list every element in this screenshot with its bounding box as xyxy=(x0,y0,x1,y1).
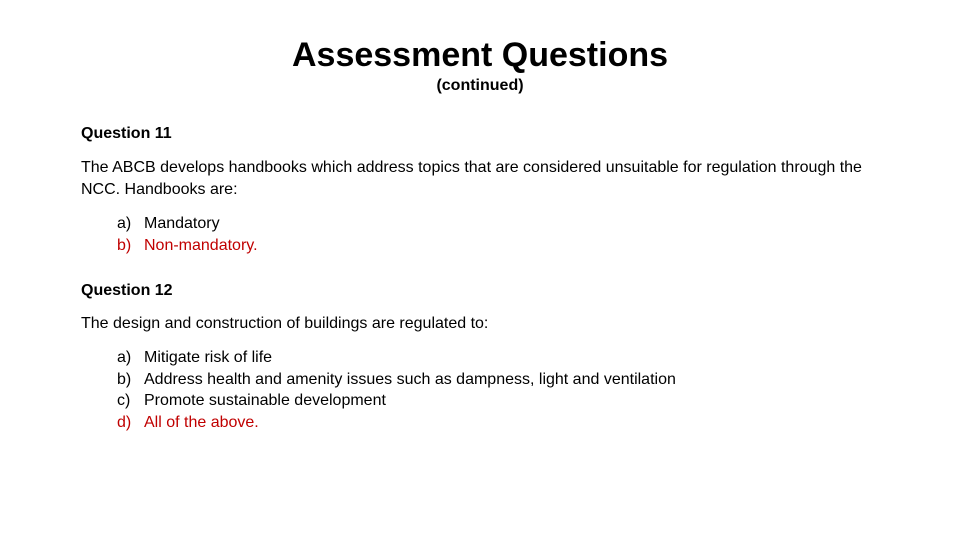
option-letter: d) xyxy=(117,413,132,431)
slide-subtitle: (continued) xyxy=(436,77,524,94)
option-letter: b) xyxy=(117,236,132,254)
option-text: Mitigate risk of life xyxy=(144,349,273,366)
question-12-text: The design and construction of buildings are regulated to: xyxy=(81,315,489,332)
option-text: Promote sustainable development xyxy=(144,392,386,409)
question-11-option-a xyxy=(117,213,258,235)
question-12-option-c xyxy=(117,390,676,412)
question-11-option-b-correct xyxy=(117,235,258,257)
question-12-option-b xyxy=(117,369,676,391)
option-text: Non-mandatory. xyxy=(144,236,258,254)
question-12-option-d-correct xyxy=(117,412,676,434)
option-text: Mandatory xyxy=(144,215,220,232)
option-letter: c) xyxy=(117,392,131,409)
option-text: All of the above. xyxy=(144,413,259,431)
question-11-options xyxy=(117,213,258,256)
question-12-option-a xyxy=(117,347,676,369)
option-letter: b) xyxy=(117,370,132,388)
question-12-options xyxy=(117,347,676,433)
question-12-heading: Question 12 xyxy=(81,282,173,299)
question-11-text: The ABCB develops handbooks which address topics that are considered unsuitable for regulation through the NCC. Handbooks are: xyxy=(81,159,862,198)
option-letter: a) xyxy=(117,215,132,232)
question-11-heading: Question 11 xyxy=(81,125,172,142)
option-letter: a) xyxy=(117,349,132,366)
slide-title: Assessment Questions xyxy=(291,36,669,74)
option-text: Address health and amenity issues such as dampness, light and ventilation xyxy=(144,370,676,388)
